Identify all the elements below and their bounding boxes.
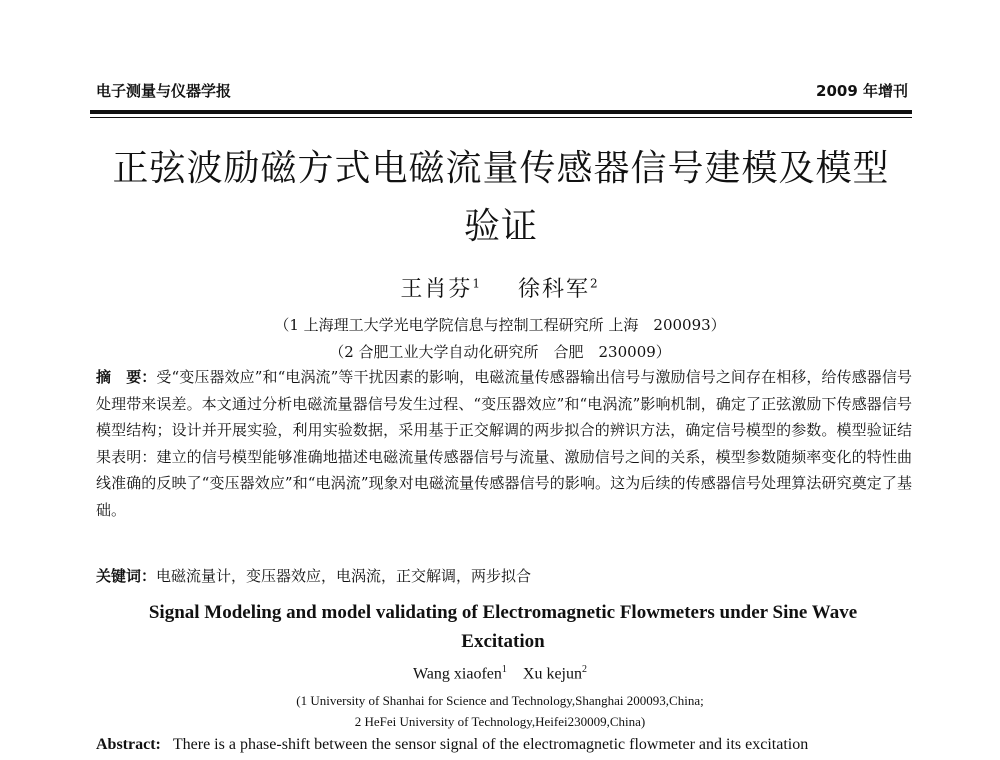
title-en-line1: Signal Modeling and model validating of Electromagnetic Flowmeters under Sine Wave — [148, 602, 858, 623]
title-zh-line1: 正弦波励磁方式电磁流量传感器信号建模及模型 — [112, 148, 890, 189]
issue-label: 2009 年增刊 — [816, 82, 908, 100]
affiliation-en-1: (1 University of Shanhai for Science and Technology,Shanghai 200093,China; — [296, 693, 704, 708]
abstract-zh — [96, 364, 912, 523]
author-zh-1: 王肖芬 — [400, 277, 473, 302]
author-zh-2: 徐科军 — [517, 277, 590, 302]
abstract-zh-text: 受“变压器效应”和“电涡流”等干扰因素的影响，电磁流量传感器输出信号与激励信号之间存在相移，给传感器信号处理带来误差。本文通过分析电磁流量器信号发生过程、“变压器效应”和“电涡流”影响机制，确定了正弦激励下传感器信号模型结构；设计并开展实验，利用实验数据，采用基于正交解调的两步拟合的辨识方法，确定信号模型的参数。模型验证结果表明：建立的信号模型能够准确地描述电磁流量传感器信号与流量、激励信号之间的关系，模型参数随频率变化的特性曲线准确的反映了“变压器效应”和“电涡流”现象对电磁流量传感器信号的影响。这为后续的传感器信号处理算法研究奠定了基础。 — [96, 368, 912, 519]
abstract-en — [96, 736, 916, 754]
title-zh-line2: 验证 — [463, 206, 538, 247]
abstract-en-label: Abstract: — [96, 736, 161, 753]
affiliation-zh-2: （2 合肥工业大学自动化研究所 合肥 230009） — [329, 343, 671, 361]
author-zh-2-sup: 2 — [590, 276, 600, 291]
abstract-en-text: There is a phase-shift between the sensor signal of the electromagnetic flowmeter and its excitation — [172, 736, 809, 753]
affiliation-zh-1: （1 上海理工大学光电学院信息与控制工程研究所 上海 200093） — [274, 316, 726, 334]
running-header — [96, 76, 908, 102]
author-en-2: Xu kejun — [522, 665, 582, 683]
authors-en — [0, 664, 1000, 683]
keywords-zh — [96, 564, 912, 588]
paper-title-zh — [90, 140, 912, 256]
keywords-zh-label: 关键词： — [96, 567, 157, 585]
author-en-2-sup: 2 — [582, 664, 587, 675]
title-en-line2: Excitation — [461, 631, 545, 652]
journal-name: 电子测量与仪器学报 — [96, 82, 232, 100]
paper-title-en — [96, 598, 910, 656]
author-en-1: Wang xiaofen — [412, 665, 502, 683]
keywords-zh-text: 电磁流量计，变压器效应，电涡流，正交解调，两步拟合 — [156, 567, 532, 585]
affiliation-en-2: 2 HeFei University of Technology,Heifei230009,China) — [354, 714, 646, 729]
author-en-1-sup: 1 — [501, 664, 507, 675]
author-zh-1-sup: 1 — [472, 276, 482, 291]
header-rule-thick — [90, 110, 912, 114]
abstract-zh-label: 摘 要： — [96, 368, 157, 386]
authors-zh — [0, 272, 1000, 303]
header-rule-thin — [90, 117, 912, 118]
